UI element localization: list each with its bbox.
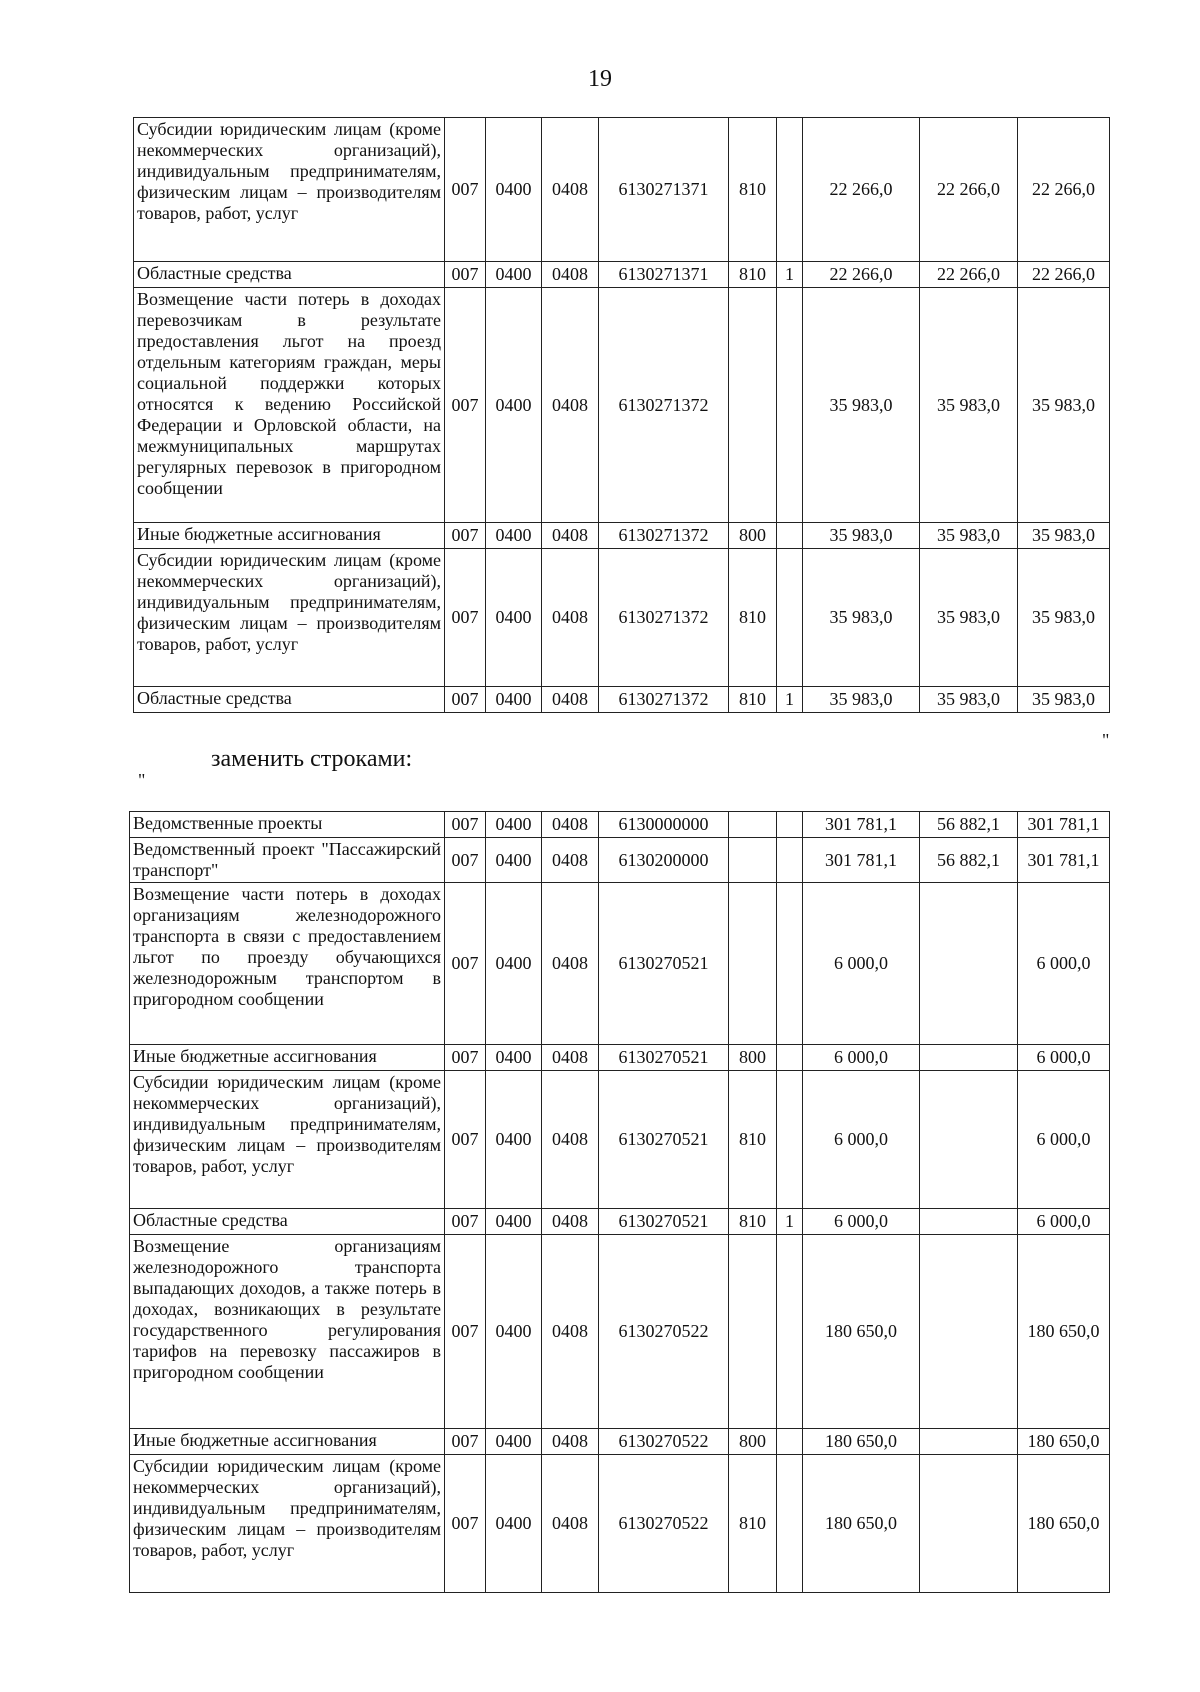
cell-admin-code: 007: [445, 1235, 486, 1429]
cell-source: [777, 883, 803, 1045]
cell-expense-type: [729, 1235, 777, 1429]
cell-admin-code: 007: [445, 523, 486, 549]
cell-expense-type: [729, 812, 777, 838]
cell-target-article: 6130271372: [599, 687, 729, 713]
cell-admin-code: 007: [445, 1455, 486, 1593]
cell-source: 1: [777, 262, 803, 288]
cell-section: 0400: [486, 549, 542, 687]
cell-source: [777, 118, 803, 262]
row-name: Субсидии юридическим лицам (кроме некоммерческих организаций), индивидуальным предпринимателям, физическим лицам – производителям товаров, работ, услуг: [134, 549, 445, 687]
cell-section: 0400: [486, 288, 542, 523]
table-row: [130, 1235, 1110, 1429]
table-row: [130, 1455, 1110, 1593]
cell-source: [777, 838, 803, 883]
cell-source: [777, 812, 803, 838]
cell-target-article: 6130270521: [599, 1071, 729, 1209]
cell-target-article: 6130271371: [599, 262, 729, 288]
cell-value-1: 6 000,0: [803, 883, 920, 1045]
row-name: Субсидии юридическим лицам (кроме некоммерческих организаций), индивидуальным предпринимателям, физическим лицам – производителям товаров, работ, услуг: [134, 118, 445, 262]
cell-subsection: 0408: [542, 1209, 599, 1235]
cell-subsection: 0408: [542, 1235, 599, 1429]
cell-value-1: 35 983,0: [803, 523, 920, 549]
cell-value-3: 35 983,0: [1018, 549, 1110, 687]
cell-value-2: 35 983,0: [920, 523, 1018, 549]
cell-source: [777, 288, 803, 523]
row-name: Иные бюджетные ассигнования: [130, 1045, 445, 1071]
cell-target-article: 6130270521: [599, 883, 729, 1045]
cell-value-2: [920, 1045, 1018, 1071]
cell-expense-type: 810: [729, 1209, 777, 1235]
cell-section: 0400: [486, 262, 542, 288]
cell-value-3: 22 266,0: [1018, 118, 1110, 262]
table-row: [134, 262, 1110, 288]
cell-source: [777, 1045, 803, 1071]
cell-target-article: 6130270522: [599, 1235, 729, 1429]
cell-section: 0400: [486, 1455, 542, 1593]
cell-target-article: 6130270522: [599, 1429, 729, 1455]
cell-value-1: 35 983,0: [803, 687, 920, 713]
cell-expense-type: 810: [729, 687, 777, 713]
cell-value-3: 6 000,0: [1018, 1045, 1110, 1071]
cell-value-2: [920, 1455, 1018, 1593]
row-name: Возмещение организациям железнодорожного транспорта выпадающих доходов, а также потерь в доходах, возникающих в результате государственного регулирования тарифов на перевозку пассажиров в пригородном сообщении: [130, 1235, 445, 1429]
cell-section: 0400: [486, 523, 542, 549]
cell-value-3: 301 781,1: [1018, 838, 1110, 883]
cell-target-article: 6130200000: [599, 838, 729, 883]
row-name: Областные средства: [134, 262, 445, 288]
cell-target-article: 6130271371: [599, 118, 729, 262]
cell-value-2: 35 983,0: [920, 549, 1018, 687]
cell-value-3: 301 781,1: [1018, 812, 1110, 838]
table-row: [134, 523, 1110, 549]
cell-subsection: 0408: [542, 118, 599, 262]
cell-section: 0400: [486, 1045, 542, 1071]
cell-expense-type: [729, 883, 777, 1045]
budget-table-after: [129, 811, 1110, 1593]
cell-value-1: 301 781,1: [803, 812, 920, 838]
cell-value-2: 22 266,0: [920, 262, 1018, 288]
table-row: [130, 1045, 1110, 1071]
cell-subsection: 0408: [542, 687, 599, 713]
cell-admin-code: 007: [445, 812, 486, 838]
cell-subsection: 0408: [542, 838, 599, 883]
cell-value-3: 35 983,0: [1018, 523, 1110, 549]
cell-value-2: 35 983,0: [920, 288, 1018, 523]
cell-target-article: 6130271372: [599, 288, 729, 523]
cell-subsection: 0408: [542, 549, 599, 687]
cell-value-2: [920, 1429, 1018, 1455]
cell-admin-code: 007: [445, 838, 486, 883]
cell-source: 1: [777, 1209, 803, 1235]
cell-source: [777, 1429, 803, 1455]
row-name: Ведомственные проекты: [130, 812, 445, 838]
cell-admin-code: 007: [445, 262, 486, 288]
table-row: [130, 883, 1110, 1045]
cell-value-3: 180 650,0: [1018, 1235, 1110, 1429]
replace-instruction: заменить строками:: [211, 746, 413, 772]
cell-value-3: 22 266,0: [1018, 262, 1110, 288]
cell-admin-code: 007: [445, 883, 486, 1045]
cell-value-1: 180 650,0: [803, 1429, 920, 1455]
cell-subsection: 0408: [542, 288, 599, 523]
cell-value-3: 35 983,0: [1018, 687, 1110, 713]
cell-value-2: [920, 1235, 1018, 1429]
row-name: Субсидии юридическим лицам (кроме некоммерческих организаций), индивидуальным предпринимателям, физическим лицам – производителям товаров, работ, услуг: [130, 1071, 445, 1209]
cell-value-2: 22 266,0: [920, 118, 1018, 262]
cell-source: [777, 523, 803, 549]
table-row: [134, 288, 1110, 523]
table-row: [130, 1071, 1110, 1209]
cell-section: 0400: [486, 1429, 542, 1455]
cell-source: [777, 1071, 803, 1209]
cell-value-1: 22 266,0: [803, 262, 920, 288]
cell-subsection: 0408: [542, 1455, 599, 1593]
cell-subsection: 0408: [542, 1071, 599, 1209]
cell-target-article: 6130271372: [599, 549, 729, 687]
row-name: Иные бюджетные ассигнования: [130, 1429, 445, 1455]
table-row: [134, 549, 1110, 687]
table-row: [130, 838, 1110, 883]
cell-target-article: 6130270521: [599, 1045, 729, 1071]
cell-expense-type: 800: [729, 523, 777, 549]
cell-section: 0400: [486, 687, 542, 713]
budget-table-before: [133, 117, 1110, 713]
cell-subsection: 0408: [542, 883, 599, 1045]
row-name: Субсидии юридическим лицам (кроме некоммерческих организаций), индивидуальным предпринимателям, физическим лицам – производителям товаров, работ, услуг: [130, 1455, 445, 1593]
cell-section: 0400: [486, 883, 542, 1045]
cell-subsection: 0408: [542, 812, 599, 838]
cell-value-1: 180 650,0: [803, 1455, 920, 1593]
table-row: [134, 118, 1110, 262]
cell-expense-type: 800: [729, 1045, 777, 1071]
cell-subsection: 0408: [542, 1429, 599, 1455]
cell-expense-type: 810: [729, 1071, 777, 1209]
cell-section: 0400: [486, 1235, 542, 1429]
cell-admin-code: 007: [445, 288, 486, 523]
table-row: [130, 812, 1110, 838]
table-row: [134, 687, 1110, 713]
cell-value-1: 35 983,0: [803, 549, 920, 687]
opening-quote-mark: ": [138, 770, 146, 790]
cell-section: 0400: [486, 118, 542, 262]
cell-source: [777, 549, 803, 687]
cell-expense-type: 800: [729, 1429, 777, 1455]
cell-admin-code: 007: [445, 1071, 486, 1209]
cell-target-article: 6130271372: [599, 523, 729, 549]
cell-value-1: 6 000,0: [803, 1045, 920, 1071]
cell-value-1: 6 000,0: [803, 1209, 920, 1235]
cell-section: 0400: [486, 1209, 542, 1235]
cell-expense-type: 810: [729, 262, 777, 288]
cell-subsection: 0408: [542, 523, 599, 549]
cell-subsection: 0408: [542, 262, 599, 288]
cell-value-3: 180 650,0: [1018, 1455, 1110, 1593]
cell-admin-code: 007: [445, 118, 486, 262]
row-name: Ведомственный проект "Пассажирский транспорт": [130, 838, 445, 883]
cell-expense-type: 810: [729, 549, 777, 687]
row-name: Иные бюджетные ассигнования: [134, 523, 445, 549]
cell-section: 0400: [486, 838, 542, 883]
row-name: Возмещение части потерь в доходах перевозчикам в результате предоставления льгот на проезд отдельным категориям граждан, меры социальной поддержки которых относятся к ведению Российской Федерации и Орловской области, на межмуниципальных маршрутах регулярных перевозок в пригородном сообщении: [134, 288, 445, 523]
cell-value-3: 6 000,0: [1018, 883, 1110, 1045]
cell-value-2: [920, 1209, 1018, 1235]
cell-section: 0400: [486, 812, 542, 838]
cell-subsection: 0408: [542, 1045, 599, 1071]
cell-source: [777, 1235, 803, 1429]
cell-expense-type: [729, 288, 777, 523]
cell-source: [777, 1455, 803, 1593]
cell-admin-code: 007: [445, 687, 486, 713]
page-number: 19: [588, 66, 612, 92]
cell-value-1: 301 781,1: [803, 838, 920, 883]
cell-admin-code: 007: [445, 1429, 486, 1455]
table-row: [130, 1429, 1110, 1455]
cell-value-1: 22 266,0: [803, 118, 920, 262]
cell-value-1: 180 650,0: [803, 1235, 920, 1429]
cell-admin-code: 007: [445, 1209, 486, 1235]
cell-value-2: [920, 1071, 1018, 1209]
cell-target-article: 6130270521: [599, 1209, 729, 1235]
cell-value-2: 56 882,1: [920, 838, 1018, 883]
cell-section: 0400: [486, 1071, 542, 1209]
cell-value-3: 180 650,0: [1018, 1429, 1110, 1455]
cell-value-3: 6 000,0: [1018, 1071, 1110, 1209]
row-name: Областные средства: [134, 687, 445, 713]
cell-value-1: 35 983,0: [803, 288, 920, 523]
cell-expense-type: 810: [729, 1455, 777, 1593]
closing-quote-mark: ": [1102, 730, 1110, 750]
cell-value-2: 56 882,1: [920, 812, 1018, 838]
cell-value-2: [920, 883, 1018, 1045]
cell-source: 1: [777, 687, 803, 713]
cell-admin-code: 007: [445, 1045, 486, 1071]
table-row: [130, 1209, 1110, 1235]
row-name: Областные средства: [130, 1209, 445, 1235]
cell-expense-type: [729, 838, 777, 883]
cell-admin-code: 007: [445, 549, 486, 687]
cell-target-article: 6130000000: [599, 812, 729, 838]
cell-value-1: 6 000,0: [803, 1071, 920, 1209]
row-name: Возмещение части потерь в доходах организациям железнодорожного транспорта в связи с предоставлением льгот по проезду обучающихся железнодорожным транспортом в пригородном сообщении: [130, 883, 445, 1045]
cell-value-3: 6 000,0: [1018, 1209, 1110, 1235]
cell-target-article: 6130270522: [599, 1455, 729, 1593]
cell-expense-type: 810: [729, 118, 777, 262]
cell-value-3: 35 983,0: [1018, 288, 1110, 523]
cell-value-2: 35 983,0: [920, 687, 1018, 713]
